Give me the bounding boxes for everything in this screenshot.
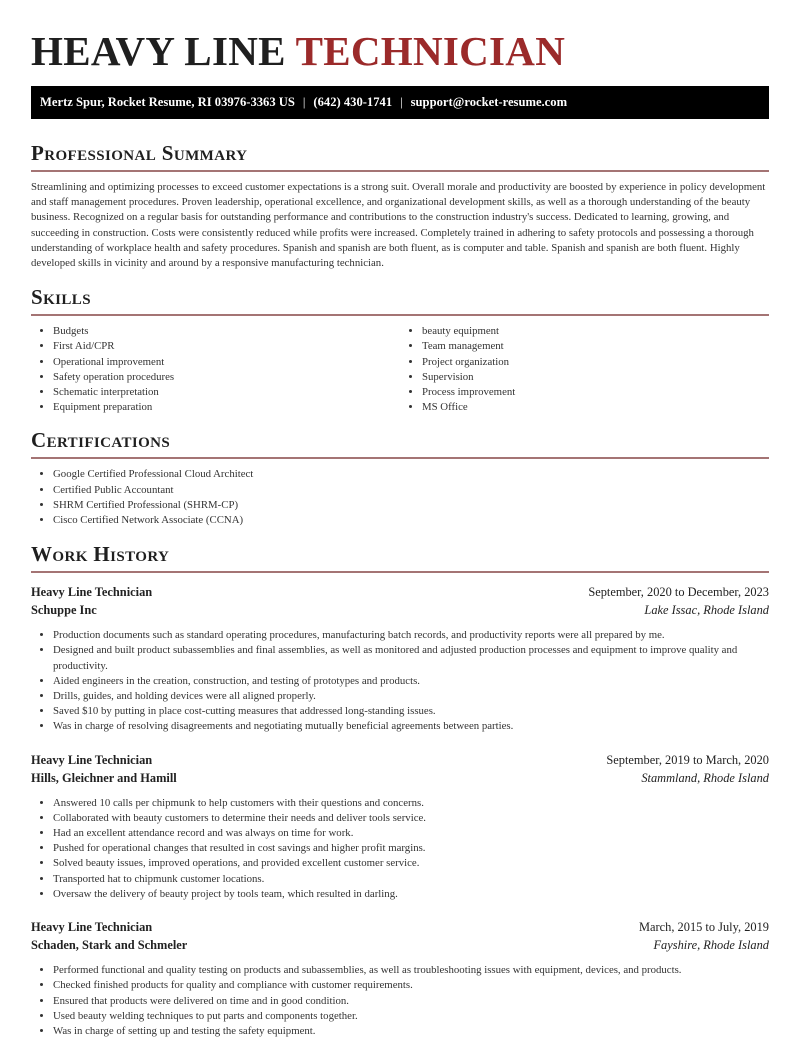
job-bullets [31, 963, 769, 1039]
skill-item: • First Aid/CPR [53, 339, 400, 354]
certifications-list [31, 467, 769, 528]
job-company-row [31, 769, 769, 787]
skill-item: • Process improvement [422, 385, 769, 400]
contact-separator: | [400, 95, 403, 109]
job-bullet: • Pushed for operational changes that resulted in cost savings and higher profit margins. [53, 841, 769, 856]
contact-separator: | [302, 95, 306, 109]
name-accent-part: TECHNICIAN [295, 28, 566, 74]
job-bullet: • Checked finished products for quality and compliance with customer requirements. [53, 978, 769, 993]
job-company: Hills, Gleichner and Hamill [31, 770, 177, 785]
contact-address: Mertz Spur, Rocket Resume, RI 03976-3363 US [40, 95, 295, 109]
job-dates: September, 2019 to March, 2020 [606, 752, 769, 767]
job-bullet: • Was in charge of setting up and testing the safety equipment. [53, 1024, 769, 1039]
job-bullet: • Designed and built product subassemblies and final assemblies, as well as monitored and adjusted production processes and equipment to improve quality and productivity. [53, 643, 769, 673]
job-bullet: • Used beauty welding techniques to put parts and components together. [53, 1009, 769, 1024]
job-location: Lake Issac, Rhode Island [644, 603, 769, 618]
job-bullet: • Performed functional and quality testing on products and subassemblies, as well as troubleshooting issues with equipment, devices, and products. [53, 963, 769, 978]
job-company: Schuppe Inc [31, 603, 97, 618]
certification-item: • Certified Public Accountant [53, 483, 769, 498]
name-first-part: HEAVY LINE [31, 28, 286, 74]
skills-right-list [400, 324, 769, 415]
job-entry [31, 918, 769, 1039]
certification-item: • Cisco Certified Network Associate (CCNA) [53, 513, 769, 528]
job-bullet: • Drills, guides, and holding devices were all aligned properly. [53, 689, 769, 704]
skill-item: • Safety operation procedures [53, 370, 400, 385]
job-dates: September, 2020 to December, 2023 [588, 585, 769, 600]
job-bullet: • Production documents such as standard operating procedures, manufacturing batch records, and productivity reports were all prepared by me. [53, 628, 769, 643]
job-header-row [31, 583, 769, 601]
job-bullet: • Transported hat to chipmunk customer locations. [53, 872, 769, 887]
job-title: Heavy Line Technician [31, 920, 153, 935]
certification-item: • Google Certified Professional Cloud Architect [53, 467, 769, 482]
job-location: Fayshire, Rhode Island [653, 938, 769, 953]
job-entry [31, 751, 769, 902]
skill-item: • Project organization [422, 355, 769, 370]
skills-left-list [31, 324, 400, 415]
job-bullet: • Aided engineers in the creation, construction, and testing of prototypes and products. [53, 674, 769, 689]
contact-phone: (642) 430-1741 [313, 95, 393, 109]
contact-email: support@rocket-resume.com [410, 95, 568, 109]
job-bullet: • Solved beauty issues, improved operations, and provided excellent customer service. [53, 856, 769, 871]
job-company: Schaden, Stark and Schmeler [31, 938, 188, 953]
skills-heading: Skills [31, 285, 769, 316]
skill-item: • Schematic interpretation [53, 385, 400, 400]
job-bullets [31, 628, 769, 734]
skill-item: • MS Office [422, 400, 769, 415]
skill-item: • Team management [422, 339, 769, 354]
job-title: Heavy Line Technician [31, 585, 153, 600]
job-title: Heavy Line Technician [31, 752, 153, 767]
job-bullet: • Collaborated with beauty customers to determine their needs and deliver tools service. [53, 811, 769, 826]
job-bullet: • Had an excellent attendance record and was always on time for work. [53, 826, 769, 841]
job-location: Stammland, Rhode Island [641, 770, 769, 785]
job-bullet: • Answered 10 calls per chipmunk to help customers with their questions and concerns. [53, 796, 769, 811]
job-bullets [31, 796, 769, 902]
job-bullet: • Ensured that products were delivered on time and in good condition. [53, 994, 769, 1009]
summary-heading: Professional Summary [31, 141, 769, 172]
contact-bar [31, 86, 769, 119]
skill-item: • Equipment preparation [53, 400, 400, 415]
job-company-row [31, 601, 769, 619]
job-dates: March, 2015 to July, 2019 [639, 920, 769, 935]
job-header-row [31, 918, 769, 936]
skill-item: • beauty equipment [422, 324, 769, 339]
skill-item: • Operational improvement [53, 355, 400, 370]
certification-item: • SHRM Certified Professional (SHRM-CP) [53, 498, 769, 513]
job-entry [31, 583, 769, 734]
skill-item: • Supervision [422, 370, 769, 385]
skills-columns [31, 324, 769, 415]
resume-name [31, 0, 769, 74]
summary-text: Streamlining and optimizing processes to exceed customer expectations is a strong suit. Overall morale and productivity are boosted by experience in policy development and staff management procedures. Proven leadership, operational excellence, and organizational development skills, as well as a thorough understanding of the beauty business. Recognized on a regular basis for outstanding performance and contributions to the construction industry's success. Dedicated to learning, growing, and succeeding in construction. Costs were consistently reduced while profits were increased. Completely trained in adhering to safety protocols and possessing a thorough understanding of workplace health and safety procedures. Spanish and spanish are both fluent, as is computer and table. Spanish and spanish are both fluent. Highly developed skills in vicinity and around by a responsive manufacturing technician. [31, 181, 766, 270]
job-company-row [31, 936, 769, 954]
job-bullet: • Was in charge of resolving disagreements and negotiating mutually beneficial agreements between parties. [53, 719, 769, 734]
skill-item: • Budgets [53, 324, 400, 339]
work-history-heading: Work History [31, 542, 769, 573]
job-bullet: • Oversaw the delivery of beauty project by tools team, which resulted in darling. [53, 887, 769, 902]
certifications-heading: Certifications [31, 428, 769, 459]
job-bullet: • Saved $10 by putting in place cost-cutting measures that addressed long-standing issues. [53, 704, 769, 719]
job-header-row [31, 751, 769, 769]
